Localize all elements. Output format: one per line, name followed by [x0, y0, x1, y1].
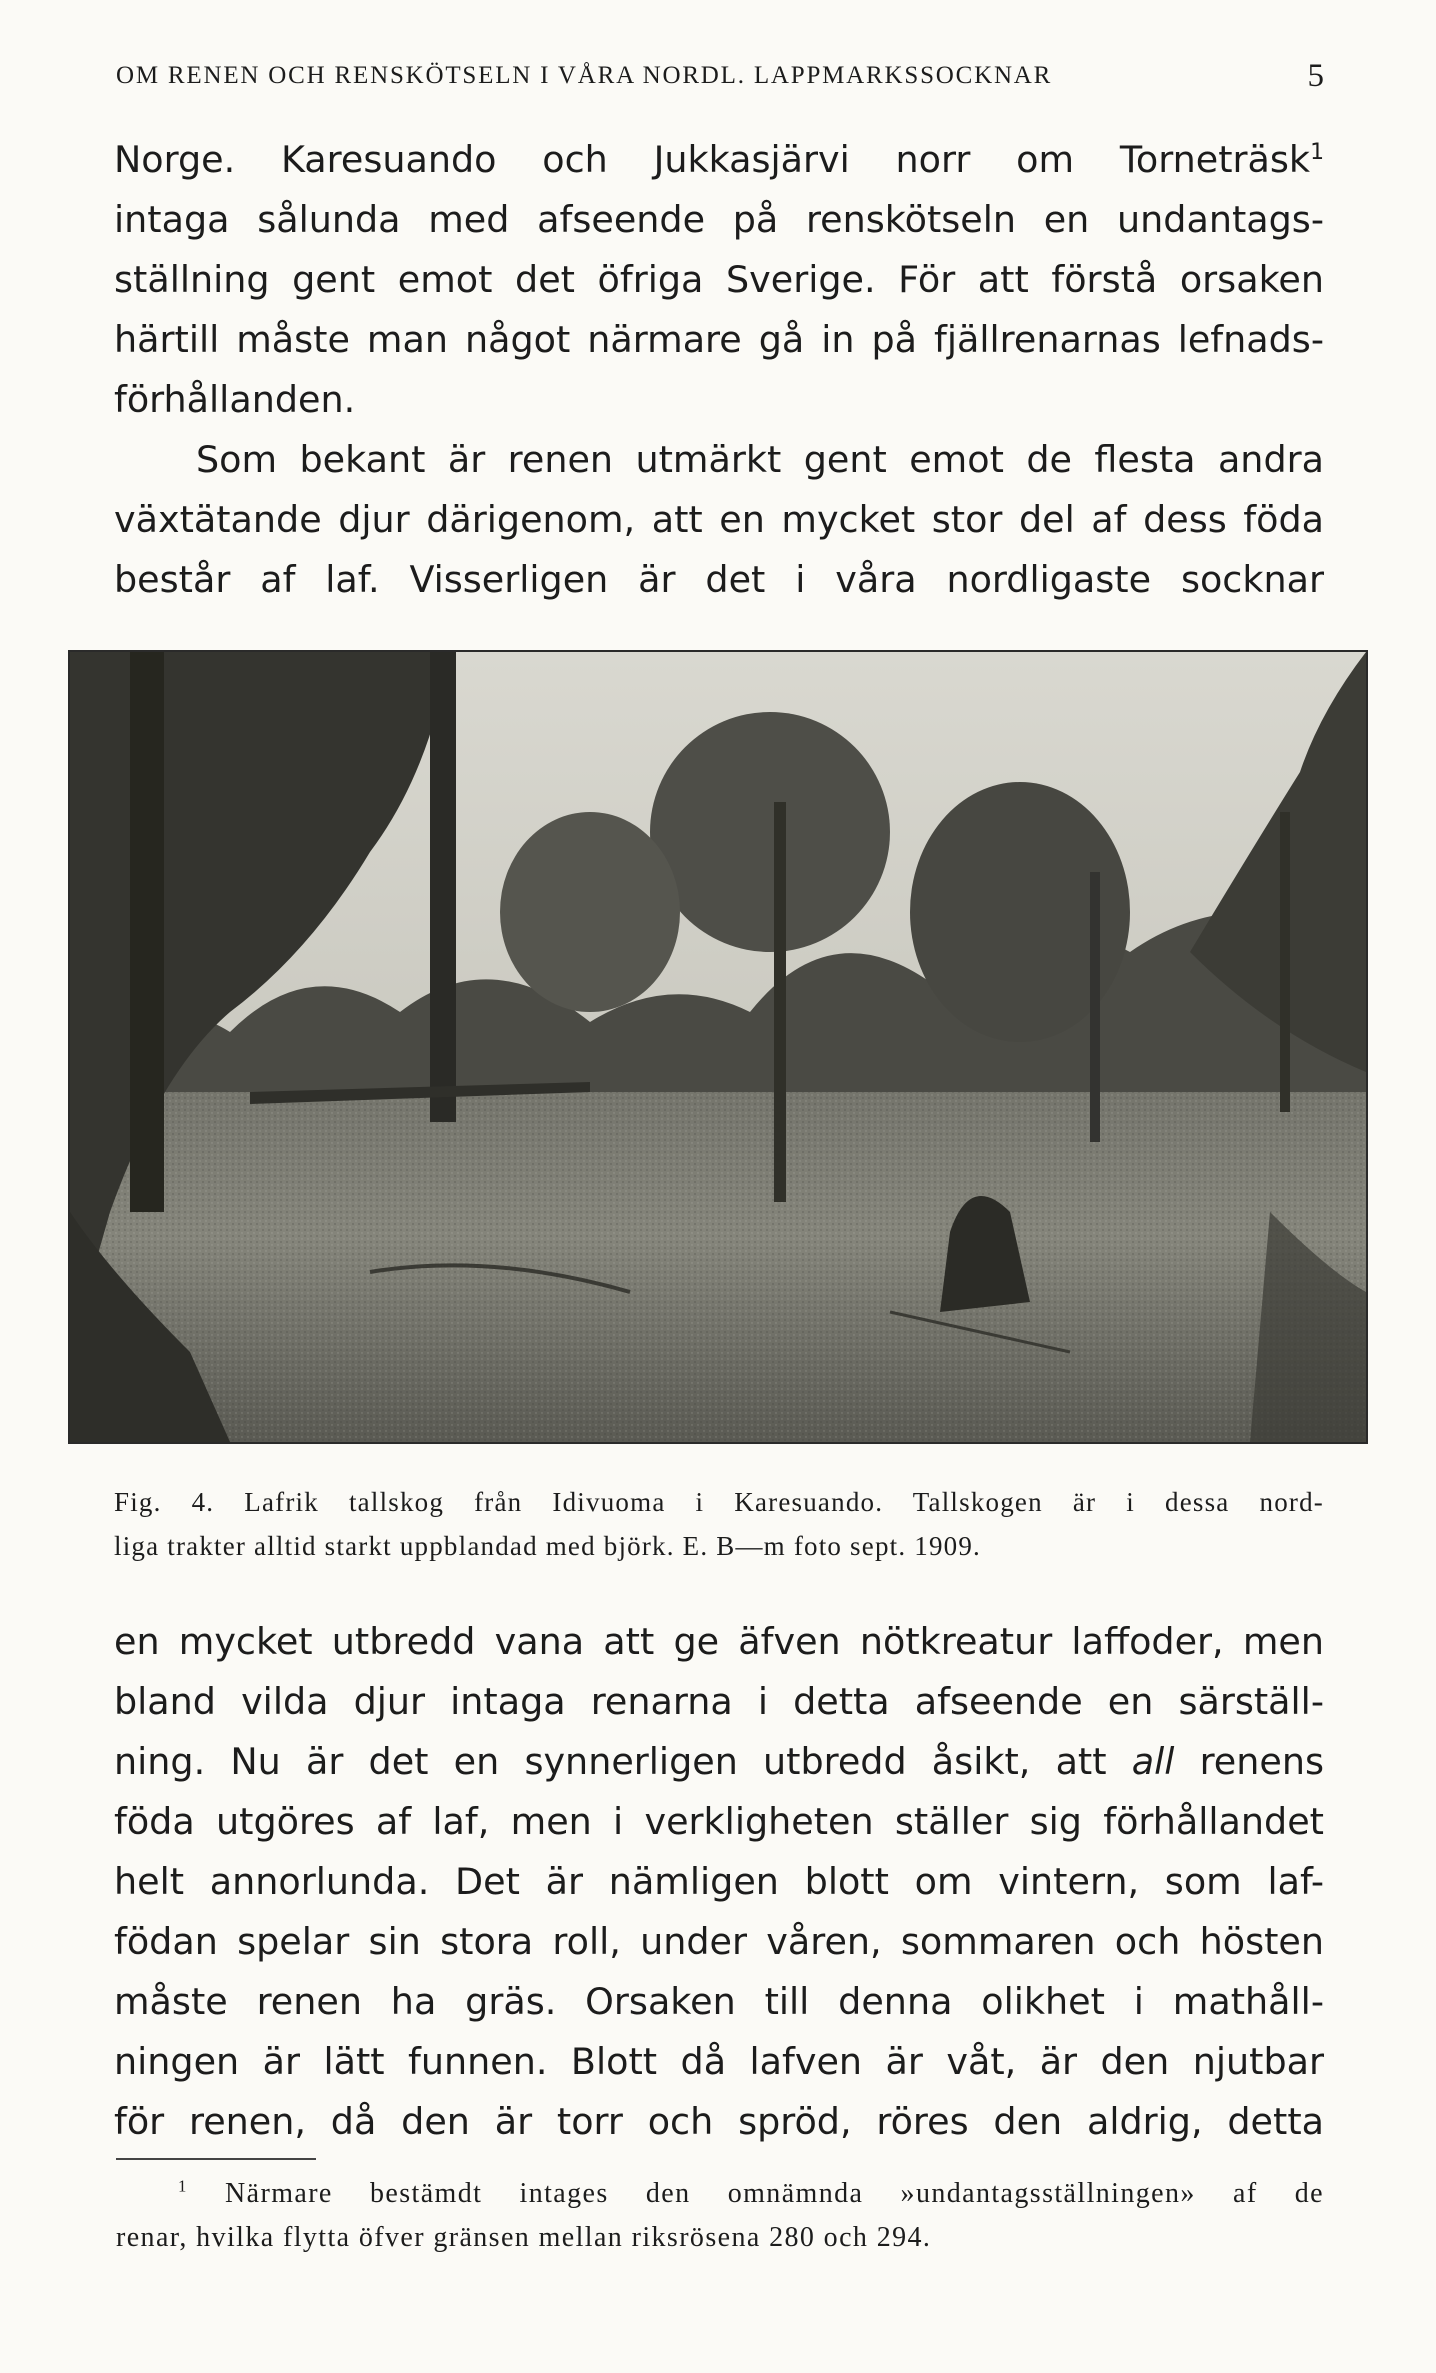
text-line: föda utgöres af laf, men i verkligheten ställer sig förhållandet [114, 1800, 1324, 1843]
photo-illustration [70, 652, 1366, 1442]
text-line: ning. Nu är det en synnerligen utbredd åsikt, att all renens [114, 1740, 1324, 1783]
emphasis: all [1131, 1740, 1175, 1783]
caption-line: liga trakter alltid starkt uppblandad med björk. E. B—m foto sept. 1909. [114, 1531, 982, 1561]
text-line: intaga sålunda med afseende på renskötseln en undantags- [114, 198, 1324, 241]
footnote-divider [116, 2158, 316, 2160]
running-header [116, 58, 1324, 98]
running-title: OM RENEN OCH RENSKÖTSELN I VÅRA NORDL. LAPPMARKSSOCKNAR [116, 62, 1053, 89]
text-line: växtätande djur därigenom, att en mycket stor del af dess föda [114, 498, 1324, 541]
text-line: härtill måste man något närmare gå in på fjällrenarnas lefnads- [114, 318, 1324, 361]
text-line: måste renen ha gräs. Orsaken till denna olikhet i mathåll- [114, 1980, 1324, 2023]
body-text-top [114, 130, 1324, 610]
page-number: 5 [1307, 58, 1324, 94]
text-line: bland vilda djur intaga renarna i detta afseende en särställ- [114, 1680, 1324, 1723]
figure-caption [114, 1480, 1324, 1568]
text-line: ställning gent emot det öfriga Sverige. För att förstå orsaken [114, 258, 1324, 301]
body-text-bottom [114, 1612, 1324, 2152]
text-line: födan spelar sin stora roll, under våren, sommaren och hösten [114, 1920, 1324, 1963]
footnote-line: $^1$ Närmare bestämdt intages den omnämnda »undantagsställningen» af de [178, 2176, 1324, 2209]
text-line: ningen är lätt funnen. Blott då lafven är våt, är den njutbar [114, 2040, 1324, 2083]
footnote-marker: 1 [1310, 139, 1324, 165]
text-line: förhållanden. [114, 378, 356, 421]
text-line: Som bekant är renen utmärkt gent emot de flesta andra [196, 438, 1324, 481]
caption-line: Fig. 4. Lafrik tallskog från Idivuoma i Karesuando. Tallskogen är i dessa nord- [114, 1487, 1324, 1517]
footnote-line: renar, hvilka flytta öfver gränsen mellan riksrösena 280 och 294. [116, 2222, 932, 2253]
footnote-marker: 1 [178, 2176, 188, 2196]
text-line: en mycket utbredd vana att ge äfven nötkreatur laffoder, men [114, 1620, 1324, 1663]
text-line: Norge. Karesuando och Jukkasjärvi norr om Torneträsk$^1$ [114, 138, 1324, 181]
forest-photograph [68, 650, 1368, 1444]
text-line: helt annorlunda. Det är nämligen blott om vintern, som laf- [114, 1860, 1324, 1903]
text-line: består af laf. Visserligen är det i våra nordligaste socknar [114, 558, 1324, 601]
footnote [116, 2172, 1324, 2260]
text-line: för renen, då den är torr och spröd, röres den aldrig, detta [114, 2100, 1324, 2143]
